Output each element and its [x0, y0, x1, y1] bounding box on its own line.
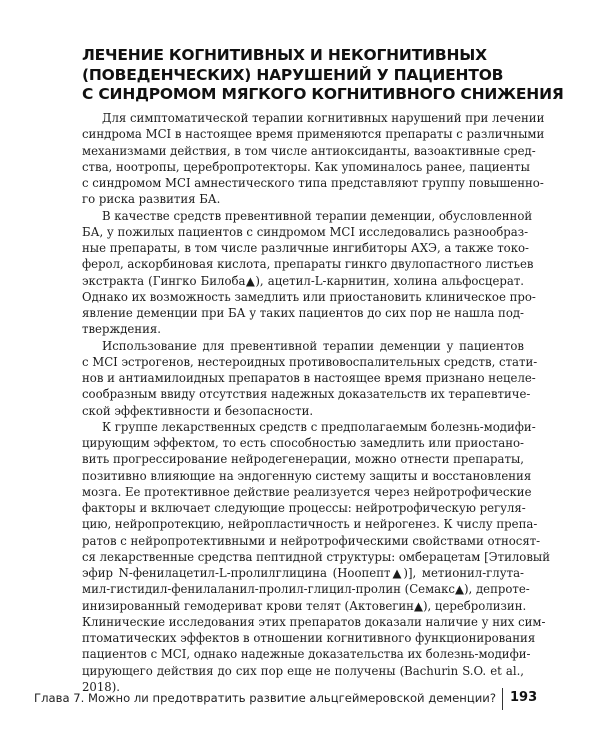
- text-line: ской эффективности и безопасности.: [82, 403, 314, 418]
- text-line: Для симптоматической терапии когнитивных нарушений при лечении: [102, 111, 545, 125]
- text-line: с синдромом MCI амнестического типа представляют группу повышенно-: [82, 176, 544, 190]
- page-number: 193: [510, 690, 538, 705]
- text-line: механизмами действия, в том числе антиоксиданты, вазоактивные сред-: [82, 143, 536, 158]
- text-line: Использование для превентивной терапии деменции у пациентов: [102, 338, 524, 353]
- text-line: Однако их возможность замедлить или приостановить клиническое про-: [82, 289, 536, 304]
- text-line: эфир N-фенилацетил-L-пролилглицина (Ноопепт▲)], метионил-глута-: [82, 566, 524, 580]
- text-line: мозга. Ее протективное действие реализуется через нейротрофические: [82, 484, 532, 499]
- text-line: с MCI эстрогенов, нестероидных противовоспалительных средств, стати-: [82, 354, 538, 369]
- section-title-line: ЛЕЧЕНИЕ КОГНИТИВНЫХ И НЕКОГНИТИВНЫХ: [82, 46, 487, 65]
- text-line: цирующего действия до сих пор еще не получены (Bachurin S.O. et al.,: [82, 663, 524, 678]
- paragraph-4: [82, 419, 550, 695]
- text-line: явление деменции при БА у таких пациентов до сих пор не нашла под-: [82, 306, 524, 320]
- text-line: позитивно влияющие на эндогенную систему защиты и восстановления: [82, 468, 532, 483]
- paragraph-3: [82, 338, 538, 419]
- text-line: пациентов с MCI, однако надежные доказательства их болезнь-модифи-: [82, 647, 531, 662]
- text-line: ные препараты, в том числе различные ингибиторы АХЭ, а также токо-: [82, 241, 529, 255]
- body-text: [82, 110, 550, 695]
- text-line: ферол, аскорбиновая кислота, препараты гинкго двулопастного листьев: [82, 257, 534, 272]
- text-line: ся лекарственные средства пептидной структуры: омберацетам [Этиловый: [82, 549, 550, 564]
- paragraph-2: [82, 208, 536, 338]
- text-line: го риска развития БА.: [82, 192, 221, 207]
- text-line: факторы и включает следующие процессы: нейротрофическую регуля-: [82, 501, 526, 515]
- text-line: В качестве средств превентивной терапии деменции, обусловленной: [102, 208, 533, 223]
- text-line: тверждения.: [82, 322, 161, 337]
- text-line: ратов с нейропротективными и нейротрофическими свойствами относят-: [82, 533, 541, 548]
- footer-divider: [502, 688, 503, 710]
- text-line: птоматических эффектов в отношении когнитивного функционирования: [82, 631, 536, 645]
- text-line: нов и антиамилоидных препаратов в настоящее время признано нецеле-: [82, 371, 536, 385]
- running-head: Глава 7. Можно ли предотвратить развитие альцгеймеровской деменции?: [34, 691, 496, 705]
- text-line: синдрома MCI в настоящее время применяются препараты с различными: [82, 127, 545, 142]
- text-line: Клинические исследования этих препаратов доказали наличие у них сим-: [82, 614, 546, 629]
- text-line: мил-гистидил-фенилаланил-пролил-глицил-пролин (Семакс▲), депроте-: [82, 582, 530, 597]
- paragraph-1: [82, 110, 545, 208]
- text-line: БА, у пожилых пациентов с синдромом MCI исследовались разнообраз-: [82, 224, 529, 239]
- text-line: инизированный гемодериват крови телят (Актовегин▲), церебролизин.: [82, 598, 527, 613]
- section-title-line: (ПОВЕДЕНЧЕСКИХ) НАРУШЕНИЙ У ПАЦИЕНТОВ: [82, 65, 504, 84]
- text-line: К группе лекарственных средств с предполагаемым болезнь-модифи-: [102, 419, 536, 434]
- text-line: цию, нейропротекцию, нейропластичность и нейрогенез. К числу препа-: [82, 517, 538, 532]
- page-footer: [0, 688, 600, 714]
- text-line: ства, ноотропы, церебропротекторы. Как упоминалось ранее, пациенты: [82, 159, 530, 174]
- text-line: вить прогрессирование нейродегенерации, можно отнести препараты,: [82, 452, 524, 467]
- text-line: 2018).: [82, 679, 121, 694]
- section-title: [82, 46, 564, 105]
- text-line: сообразным ввиду отсутствия надежных доказательств их терапевтиче-: [82, 387, 531, 402]
- section-title-line: С СИНДРОМОМ МЯГКОГО КОГНИТИВНОГО СНИЖЕНИЯ: [82, 85, 564, 104]
- text-line: цирующим эффектом, то есть способностью замедлить или приостано-: [82, 436, 524, 450]
- text-line: экстракта (Гингко Билоба▲), ацетил-L-карнитин, холина альфосцерат.: [82, 273, 524, 288]
